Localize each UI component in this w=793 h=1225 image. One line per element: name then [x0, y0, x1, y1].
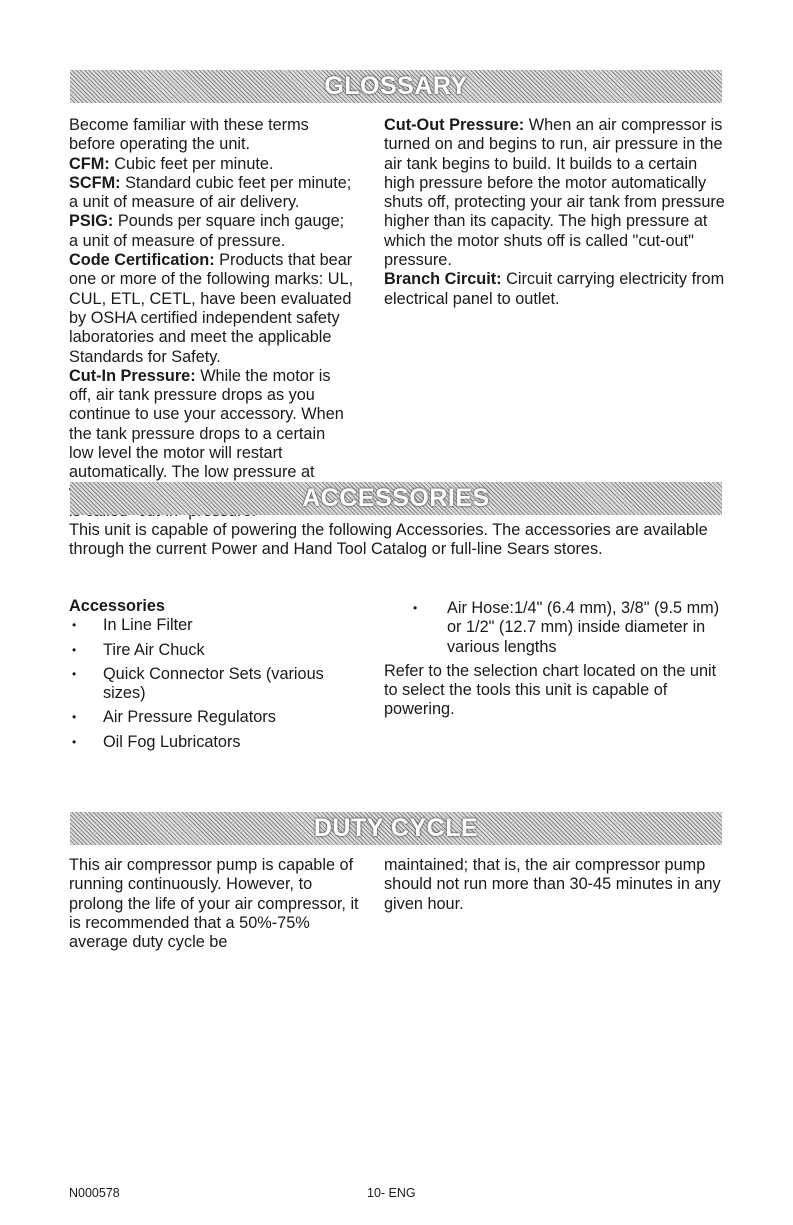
- term-label: Branch Circuit:: [384, 270, 502, 289]
- document-code: N000578: [69, 1186, 120, 1200]
- accessories-note: Refer to the selection chart located on the unit to select the tools this unit is capable of powering.: [384, 661, 717, 719]
- glossary-entry-cut-out-pressure: [384, 116, 729, 270]
- bullet-icon: •: [72, 666, 77, 681]
- term-label: Cut-Out Pressure:: [384, 116, 525, 134]
- duty-cycle-banner: [70, 812, 722, 845]
- list-item: • Air Hose:1/4" (6.4 mm), 3/8" (9.5 mm) or 1/2" (12.7 mm) inside diameter in various lengths: [413, 599, 720, 656]
- glossary-entry-cfm: [69, 155, 354, 174]
- accessories-list-heading: Accessories: [69, 597, 165, 615]
- list-item: • Quick Connector Sets (various sizes): [72, 664, 324, 703]
- duty-cycle-text-right: maintained; that is, the air compressor pump should not run more than 30-45 minutes in any given hour.: [384, 856, 721, 913]
- bullet-icon: •: [72, 618, 77, 633]
- duty-cycle-text-left: This air compressor pump is capable of running continuously. However, to prolong the life of your air compressor, it is recommended that a 50%-75% average duty cycle be: [69, 856, 359, 952]
- accessories-title: ACCESSORIES: [302, 484, 490, 512]
- term-definition: When an air compressor is turned on and begins to run, air pressure in the air tank begins to build. It builds to a certain high pressure before the motor automatically shuts off, protecting your air tank from pressure higher than its capacity. The high pressure at which the motor shuts off is called "cut-out" pressure.: [384, 116, 725, 270]
- accessories-intro: This unit is capable of powering the following Accessories. The accessories are available through the current Power and Hand Tool Catalog or full-line Sears stores.: [69, 521, 708, 559]
- glossary-left-column: [69, 116, 354, 521]
- term-definition: Pounds per square inch gauge; a unit of measure of pressure.: [69, 212, 345, 250]
- list-item: • Oil Fog Lubricators: [72, 732, 241, 751]
- list-item: • Air Pressure Regulators: [72, 708, 276, 727]
- glossary-right-column: [384, 116, 729, 309]
- term-definition: Standard cubic feet per minute; a unit of measure of air delivery.: [69, 173, 352, 212]
- term-label: CFM:: [69, 154, 110, 173]
- term-label: Code Certification:: [69, 251, 215, 270]
- glossary-intro: Become familiar with these terms before operating the unit.: [69, 116, 309, 154]
- glossary-banner: [70, 70, 722, 103]
- glossary-entry-psig: [69, 212, 354, 251]
- list-item: • Tire Air Chuck: [72, 640, 205, 659]
- accessories-left-column: [69, 597, 369, 757]
- glossary-entry-scfm: [69, 174, 354, 213]
- bullet-icon: •: [72, 642, 77, 657]
- accessories-list: [69, 616, 369, 752]
- duty-cycle-title: DUTY CYCLE: [313, 814, 479, 842]
- accessories-banner: [70, 482, 722, 515]
- term-definition: Products that bear one or more of the following marks: UL, CUL, ETL, CETL, have been evaluated by OSHA certified independent safety laboratories and meet the applicable Standards for Safety.: [69, 251, 354, 366]
- term-definition: Circuit carrying electricity from electrical panel to outlet.: [384, 270, 725, 308]
- term-label: SCFM:: [69, 173, 121, 192]
- term-label: PSIG:: [69, 212, 114, 231]
- duty-cycle-right-column: [384, 856, 729, 914]
- bullet-icon: •: [72, 710, 77, 725]
- glossary-entry-code-certification: [69, 251, 354, 367]
- accessories-right-column: [384, 599, 729, 720]
- bullet-icon: •: [72, 734, 77, 749]
- term-definition: Cubic feet per minute.: [109, 154, 274, 173]
- page-number: 10- ENG: [367, 1186, 416, 1200]
- glossary-title: GLOSSARY: [324, 72, 468, 100]
- bullet-icon: •: [413, 601, 418, 615]
- term-label: Cut-In Pressure:: [69, 366, 196, 385]
- accessories-list-continued: [384, 599, 729, 657]
- term-definition: While the motor is off, air tank pressure drops as you continue to use your accessory. When the tank pressure drops to a certain low level the motor will restart automatically. The low pressure at: [69, 366, 344, 482]
- list-item: • In Line Filter: [72, 616, 193, 635]
- glossary-entry-branch-circuit: [384, 270, 729, 309]
- duty-cycle-left-column: [69, 856, 361, 952]
